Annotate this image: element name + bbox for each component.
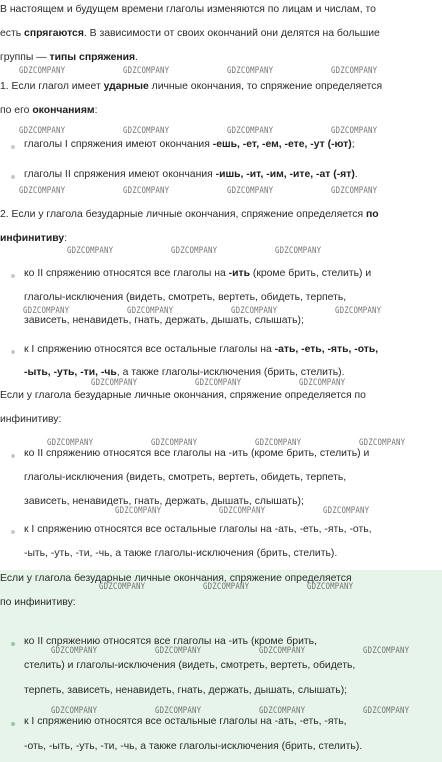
watermark: GDZCOMPANY (99, 582, 146, 592)
watermark: GDZCOMPANY (259, 646, 306, 656)
watermark: GDZCOMPANY (115, 506, 162, 516)
intro-line-1: В настоящем и будущем времени глаголы изменяются по лицам и числам, то (0, 4, 376, 15)
rule2-item-2-line-2: -ыть, -уть, -ти, -чь, а также глаголы-исключения (брить, стелить). (24, 367, 345, 378)
watermark: GDZCOMPANY (259, 706, 306, 716)
highlighted-line-1: Если у глагола безударные личные окончания, спряжение определяется (0, 573, 352, 584)
highlighted-line-2: по инфинитиву: (0, 597, 76, 608)
watermark: GDZCOMPANY (299, 378, 346, 388)
watermark: GDZCOMPANY (227, 126, 274, 136)
bullet-icon (11, 175, 15, 179)
watermark: GDZCOMPANY (219, 506, 266, 516)
bullet-icon (11, 454, 15, 458)
rule2-item-2-line-1: к I спряжению относятся все остальные глаголы на -ать, -еть, -ять, -оть, (24, 344, 379, 355)
watermark: GDZCOMPANY (275, 246, 322, 256)
watermark: GDZCOMPANY (127, 306, 174, 316)
watermark: GDZCOMPANY (155, 706, 202, 716)
watermark: GDZCOMPANY (19, 186, 66, 196)
rule2-line-1: 2. Если у глагола безударные личные окончания, спряжение определяется по (0, 209, 379, 220)
rule1-line-1: 1. Если глагол имеет ударные личные окончания, то спряжение определяется (0, 81, 383, 92)
watermark: GDZCOMPANY (359, 438, 406, 448)
plain-line-2: инфинитиву: (0, 414, 62, 425)
watermark: GDZCOMPANY (231, 306, 278, 316)
rule2-item-1-line-2: глаголы-исключения (видеть, смотреть, вертеть, обидеть, терпеть, (24, 292, 347, 303)
rule1-item-2: глаголы II спряжения имеют окончания -ишь, -ит, -им, -ите, -ат (-ят). (24, 169, 358, 180)
watermark: GDZCOMPANY (255, 438, 302, 448)
plain-item-1-line-2: глаголы-исключения (видеть, смотреть, вертеть, обидеть, терпеть, (24, 472, 347, 483)
bullet-icon (11, 642, 15, 646)
watermark: GDZCOMPANY (203, 582, 250, 592)
bullet-icon (11, 145, 15, 149)
bullet-icon (11, 350, 15, 354)
rule2-line-2: инфинитиву: (0, 233, 68, 244)
watermark: GDZCOMPANY (331, 66, 378, 76)
intro-line-3: группы — типы спряжения. (0, 52, 139, 63)
highlighted-item-1-line-2: стелить) и глаголы-исключения (видеть, смотреть, вертеть, обидеть, (24, 660, 356, 671)
plain-line-1: Если у глагола безударные личные окончания, спряжение определяется по (0, 390, 366, 401)
plain-item-2-line-2: -ыть, -уть, -ти, -чь, а также глаголы-исключения (брить, стелить). (24, 548, 338, 559)
rule1-item-1: глаголы I спряжения имеют окончания -ешь, -ет, -ем, -ете, -ут (-ют); (24, 139, 355, 150)
watermark: GDZCOMPANY (67, 246, 114, 256)
plain-item-2-line-1: к I спряжению относятся все остальные глаголы на -ать, -еть, -ять, -оть, (24, 524, 372, 535)
watermark: GDZCOMPANY (19, 126, 66, 136)
watermark: GDZCOMPANY (171, 246, 218, 256)
watermark: GDZCOMPANY (123, 126, 170, 136)
watermark: GDZCOMPANY (123, 66, 170, 76)
watermark: GDZCOMPANY (363, 646, 410, 656)
watermark: GDZCOMPANY (335, 306, 382, 316)
bullet-icon (11, 530, 15, 534)
watermark: GDZCOMPANY (195, 378, 242, 388)
watermark: GDZCOMPANY (151, 438, 198, 448)
watermark: GDZCOMPANY (19, 66, 66, 76)
highlighted-item-1-line-1: ко II спряжению относятся все глаголы на -ить (кроме брить, (24, 636, 317, 647)
watermark: GDZCOMPANY (123, 186, 170, 196)
rule2-item-1-line-1: ко II спряжению относятся все глаголы на -ить (кроме брить, стелить) и (24, 268, 372, 279)
watermark: GDZCOMPANY (227, 66, 274, 76)
watermark: GDZCOMPANY (323, 506, 370, 516)
watermark: GDZCOMPANY (363, 706, 410, 716)
bullet-icon (11, 274, 15, 278)
watermark: GDZCOMPANY (51, 706, 98, 716)
watermark: GDZCOMPANY (227, 186, 274, 196)
watermark: GDZCOMPANY (51, 646, 98, 656)
highlighted-item-2-line-1: к I спряжению относятся все остальные глаголы на -ать, -еть, -ять, (24, 716, 347, 727)
watermark: GDZCOMPANY (331, 186, 378, 196)
highlighted-item-2-line-2: -оть, -ыть, -уть, -ти, -чь, а также глаголы-исключения (брить, стелить). (24, 741, 363, 752)
watermark: GDZCOMPANY (155, 646, 202, 656)
bullet-icon (11, 722, 15, 726)
highlighted-item-1-line-3: терпеть, зависеть, ненавидеть, гнать, держать, дышать, слышать); (24, 685, 348, 696)
rule2-item-1-line-3: зависеть, ненавидеть, гнать, держать, дышать, слышать); (24, 315, 304, 326)
watermark: GDZCOMPANY (23, 306, 70, 316)
plain-item-1-line-1: ко II спряжению относятся все глаголы на -ить (кроме брить, стелить) и (24, 448, 370, 459)
intro-line-2: есть спрягаются. В зависимости от своих окончаний они делятся на большие (0, 28, 380, 39)
watermark: GDZCOMPANY (91, 378, 138, 388)
watermark: GDZCOMPANY (331, 126, 378, 136)
watermark: GDZCOMPANY (47, 438, 94, 448)
plain-item-1-line-3: зависеть, ненавидеть, гнать, держать, дышать, слышать); (24, 496, 304, 507)
watermark: GDZCOMPANY (307, 582, 354, 592)
rule1-line-2: по его окончаниям: (0, 105, 98, 116)
